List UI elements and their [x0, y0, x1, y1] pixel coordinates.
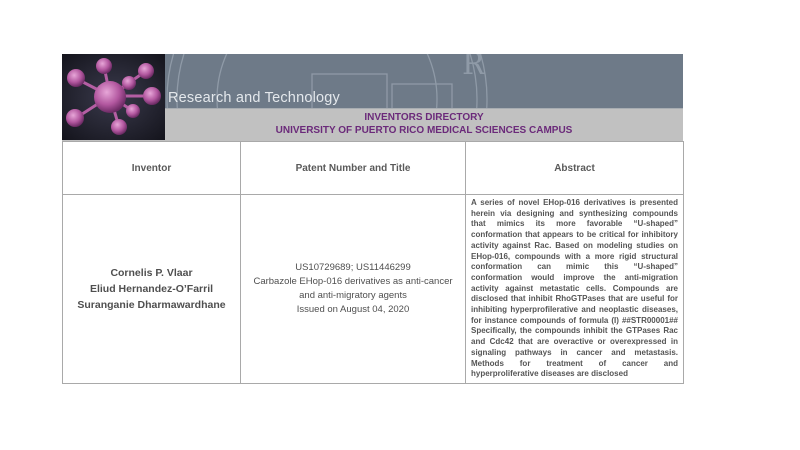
svg-text:D: D	[222, 27, 247, 62]
header-abstract: Abstract	[466, 142, 684, 195]
patent-issue-date: Issued on August 04, 2020	[296, 303, 410, 315]
molecule-network-icon	[62, 54, 165, 140]
directory-page	[62, 27, 683, 384]
table-row	[63, 195, 684, 384]
header-patent: Patent Number and Title	[241, 142, 466, 195]
header-inventor: Inventor	[63, 142, 241, 195]
inventor-name: Cornelis P. Vlaar	[110, 266, 193, 279]
institution-title: UNIVERSITY OF PUERTO RICO MEDICAL SCIENCES CAMPUS	[275, 125, 573, 136]
patent-title: Carbazole EHop-016 derivatives as anti-cancer and anti-migratory agents	[253, 275, 453, 301]
banner-subtitle: Research and Technology	[168, 90, 341, 106]
svg-text:R: R	[462, 47, 485, 82]
inventor-cell	[63, 195, 241, 384]
patent-numbers: US10729689; US11446299	[295, 261, 411, 273]
abstract-cell: A series of novel EHop-016 derivatives is presented herein via designing and synthesizing compounds that mimics its more favorable “U-shaped” conformation that appears to be critical for inhibitory activity against Rac. Based on modeling studies on EHop-016, compounds with a more rigid structural conformation can mimic this “U-shaped” conformation would improve the anti-migration activity against metastatic cells. Compounds are disclosed that inhibit RhoGTPases that are useful for inhibiting hyperprofilerative and neoplastic diseases, for instance compounds of formula (I) ##STR00001## Specifically, the compounds inhibit the GTPases Rac and Cdc42 that are overactive or overexpressed in signaling pathways in cancer and metastasis. Methods for treatment of cancer and hyperproliferative diseases are disclosed	[466, 195, 684, 384]
patent-cell	[241, 195, 466, 384]
directory-title: INVENTORS DIRECTORY	[364, 112, 484, 123]
table-header-row	[63, 142, 684, 195]
inventor-name: Eliud Hernandez-O’Farril	[89, 282, 214, 295]
inventors-table	[62, 141, 684, 384]
inventor-name: Suranganie Dharmawardhane	[77, 298, 226, 311]
